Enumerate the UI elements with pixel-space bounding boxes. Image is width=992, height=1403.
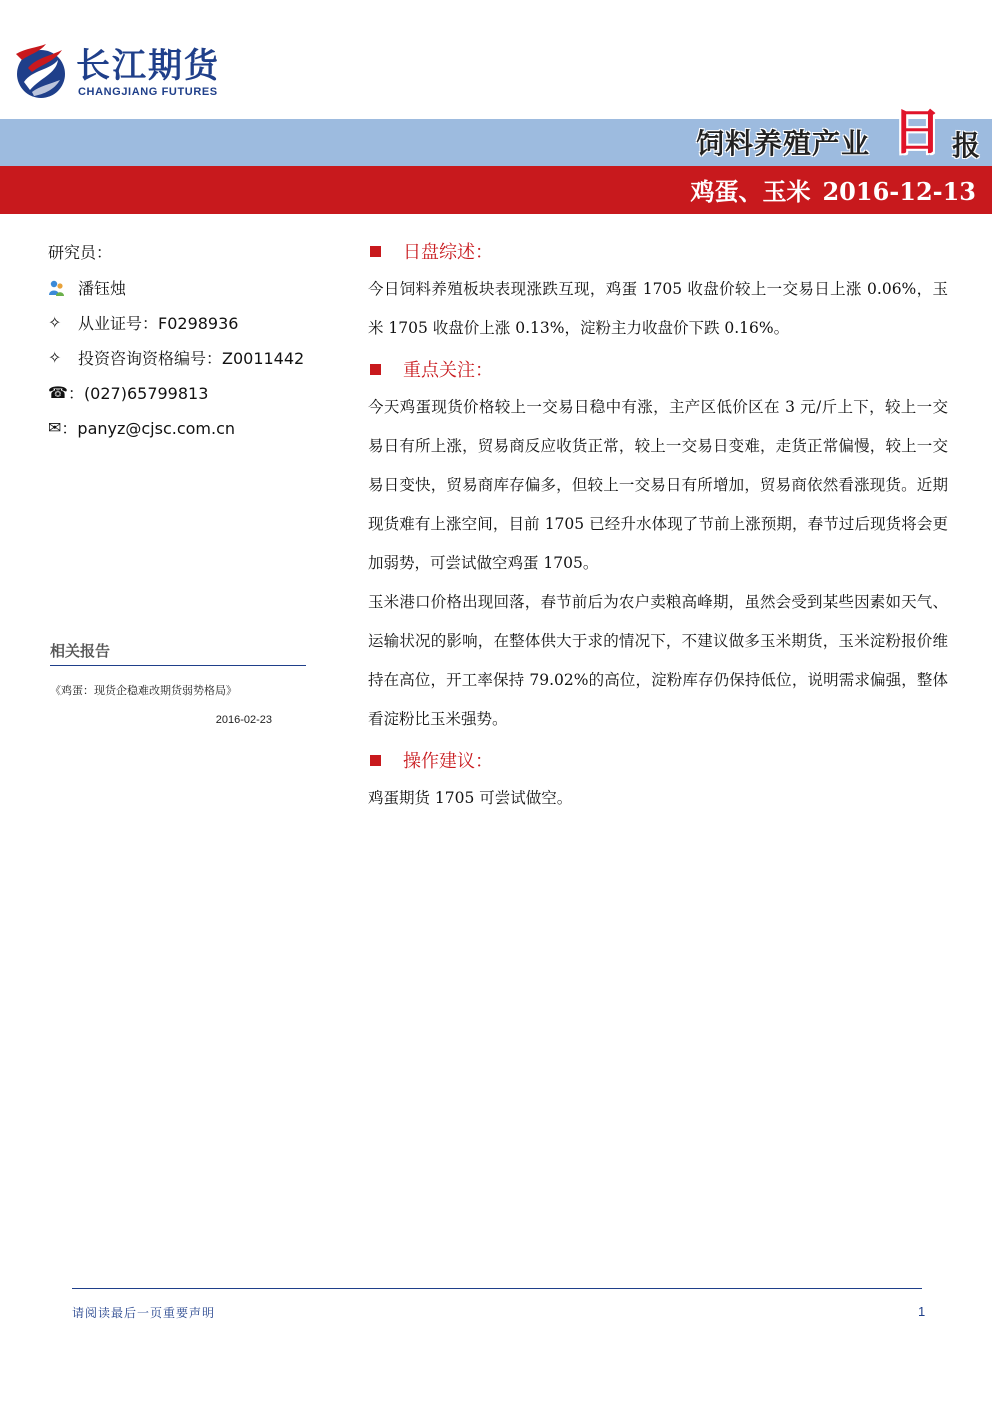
section-title: 操作建议：	[403, 751, 493, 772]
report-bao-char: 报	[952, 129, 981, 162]
page-number: 1	[918, 1304, 926, 1319]
section-heading	[368, 745, 948, 775]
report-subtitle	[690, 172, 976, 207]
phone-number: ：(027)65799813	[67, 384, 209, 403]
red-square-bullet-icon	[370, 246, 381, 257]
related-report-date: 2016-02-23	[215, 714, 272, 726]
footer-disclaimer-note: 请阅读最后一页重要声明	[72, 1306, 216, 1320]
diamond-bullet-icon: ✧	[48, 348, 62, 367]
researcher-label: 研究员：	[48, 243, 113, 262]
logo-emblem-icon	[10, 40, 72, 102]
phone-icon: ☎	[48, 383, 68, 402]
paragraph: 今天鸡蛋现货价格较上一交易日稳中有涨，主产区低价区在 3 元/斤上下，较上一交易日有所上涨，贸易商反应收货正常，较上一交易日变难，走货正常偏慢，较上一交易日变快，贸易商库存偏多，但较上一交易日有所增加，贸易商依然看涨现货。近期现货难有上涨空间，目前 1705 已经升水体现了节前上涨预期，春节过后现货将会更加弱势，可尝试做空鸡蛋 1705。	[368, 398, 948, 572]
related-reports-title: 相关报告	[50, 640, 306, 666]
section-title: 日盘综述：	[403, 242, 493, 263]
report-date: 2016-12-13	[822, 177, 976, 206]
license-row	[48, 311, 238, 334]
researcher-name-row	[48, 276, 126, 299]
red-square-bullet-icon	[370, 364, 381, 375]
footer-divider	[72, 1288, 922, 1289]
phone-row	[48, 381, 208, 404]
email-address[interactable]: ：panyz@cjsc.com.cn	[61, 419, 236, 438]
mail-icon: ✉	[48, 418, 62, 437]
report-title: 饲料养殖产业	[695, 127, 870, 160]
researcher-panel	[48, 240, 318, 438]
license-number: 从业证号：F0298936	[78, 314, 239, 333]
diamond-bullet-icon: ✧	[48, 313, 62, 332]
section-heading	[368, 354, 948, 384]
report-body	[368, 236, 948, 818]
report-commodities: 鸡蛋、玉米	[690, 178, 811, 206]
researcher-name: 潘钰烛	[78, 279, 127, 298]
section-heading	[368, 236, 948, 266]
related-reports	[50, 640, 306, 726]
red-square-bullet-icon	[370, 755, 381, 766]
consult-row	[48, 346, 304, 369]
related-report-link[interactable]: 《鸡蛋：现货企稳难改期货弱势格局》	[50, 684, 237, 697]
logo-english-name: CHANGJIANG FUTURES	[78, 86, 218, 98]
report-day-char: 日	[892, 103, 942, 161]
paragraph: 鸡蛋期货 1705 可尝试做空。	[368, 789, 573, 807]
email-row	[48, 416, 235, 439]
paragraph: 玉米港口价格出现回落，春节前后为农户卖粮高峰期，虽然会受到某些因素如天气、运输状况的影响，在整体供大于求的情况下，不建议做多玉米期货，玉米淀粉报价维持在高位，开工率保持 79.02%的高位，淀粉库存仍保持低位，说明需求偏强，整体看淀粉比玉米强势。	[368, 593, 948, 728]
person-icon	[48, 279, 78, 297]
section-title: 重点关注：	[403, 360, 493, 381]
paragraph: 今日饲料养殖板块表现涨跌互现，鸡蛋 1705 收盘价较上一交易日上涨 0.06%，玉米 1705 收盘价上涨 0.13%，淀粉主力收盘价下跌 0.16%。	[368, 280, 948, 337]
consult-number: 投资咨询资格编号：Z0011442	[78, 349, 305, 368]
logo-chinese-name: 长江期货	[76, 46, 220, 86]
company-logo	[10, 40, 250, 106]
